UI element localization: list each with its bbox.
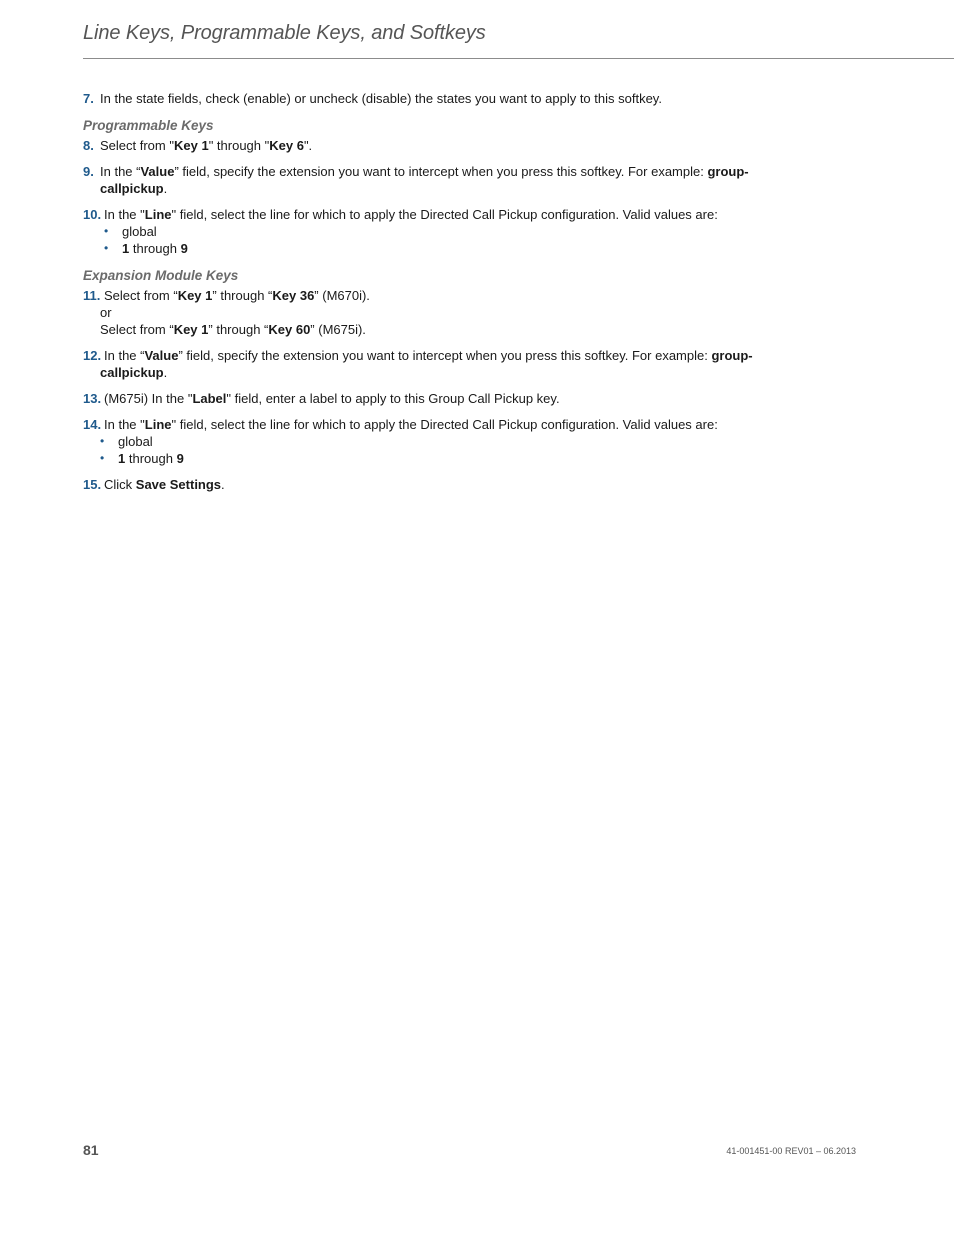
step-text: . [163,365,168,380]
or-separator: or [100,305,112,320]
key-start-label: Key 1 [173,322,209,337]
example-value: group- [707,164,749,179]
step-12 [83,347,783,381]
header-divider [83,58,954,59]
field-name: Line [144,417,172,432]
step-10 [83,206,783,257]
bullet-icon: • [104,224,109,238]
step-13 [83,390,783,407]
section-heading-programmable-keys: Programmable Keys [83,118,214,133]
bullet-icon: • [104,241,109,255]
step-number: 9. [83,164,94,179]
instructions-body [83,90,783,502]
step-8 [83,137,783,154]
list-item-text: global [118,434,153,449]
step-text: ” through “ [208,322,269,337]
step-text: " through " [208,138,270,153]
step-text: Click [104,477,136,492]
step-number: 14. [83,417,102,432]
step-text: ” through “ [212,288,273,303]
range-start: 1 [122,241,130,256]
key-end-label: Key 36 [272,288,315,303]
list-item-text: through [125,451,177,466]
step-text: ” (M670i). [314,288,370,303]
step-text: In the state fields, check (enable) or uncheck (disable) the states you want to apply to this softkey. [100,91,662,106]
step-number: 10. [83,207,102,222]
document-id: 41-001451-00 REV01 – 06.2013 [726,1146,856,1156]
step-15 [83,476,783,493]
step-text: In the " [104,417,145,432]
key-start-label: Key 1 [177,288,213,303]
bullet-icon: • [100,434,105,448]
valid-values-list [104,223,783,257]
option-line [104,287,783,304]
step-text: In the “ [104,348,145,363]
step-text: Select from “ [100,322,174,337]
range-end: 9 [176,451,184,466]
step-text: In the “ [100,164,141,179]
section-heading-expansion-module-keys: Expansion Module Keys [83,268,239,283]
step-text: . [163,181,168,196]
key-start-label: Key 1 [173,138,209,153]
step-text: " field, select the line for which to apply the Directed Call Pickup configuration. Valid values are: [171,417,718,432]
step-text: " field, select the line for which to apply the Directed Call Pickup configuration. Valid values are: [171,207,718,222]
step-text: " field, enter a label to apply to this Group Call Pickup key. [226,391,560,406]
page-number: 81 [83,1142,99,1158]
field-name: Line [144,207,172,222]
list-item [104,223,783,240]
valid-values-list [100,433,783,467]
bullet-icon: • [100,451,105,465]
list-item-text: global [122,224,157,239]
field-name: Value [144,348,179,363]
button-name: Save Settings [135,477,222,492]
example-value: group- [711,348,753,363]
step-text: ". [303,138,313,153]
step-number: 13. [83,391,102,406]
range-end: 9 [180,241,188,256]
list-item [100,433,783,450]
step-text: ” field, specify the extension you want to intercept when you press this softkey. For example: [178,348,712,363]
step-number: 11. [83,288,101,303]
step-text: ” field, specify the extension you want to intercept when you press this softkey. For example: [174,164,708,179]
range-start: 1 [118,451,126,466]
field-name: Label [192,391,227,406]
step-11 [83,287,783,338]
step-text: In the " [104,207,145,222]
example-value: callpickup [100,365,164,380]
step-text: Select from " [100,138,174,153]
step-text: ” (M675i). [310,322,366,337]
step-14 [83,416,783,467]
field-name: Value [140,164,175,179]
list-item [100,450,783,467]
step-number: 8. [83,138,94,153]
step-text: . [221,477,225,492]
step-number: 7. [83,91,94,106]
step-text: (M675i) In the " [104,391,193,406]
step-number: 15. [83,477,102,492]
step-text: Select from “ [104,288,178,303]
list-item [104,240,783,257]
example-value: callpickup [100,181,164,196]
step-number: 12. [83,348,102,363]
page-header-title: Line Keys, Programmable Keys, and Softkeys [83,22,486,44]
step-9 [83,163,783,197]
key-end-label: Key 60 [268,322,311,337]
key-end-label: Key 6 [269,138,304,153]
option-line [100,321,783,338]
step-7 [83,90,783,107]
list-item-text: through [129,241,181,256]
